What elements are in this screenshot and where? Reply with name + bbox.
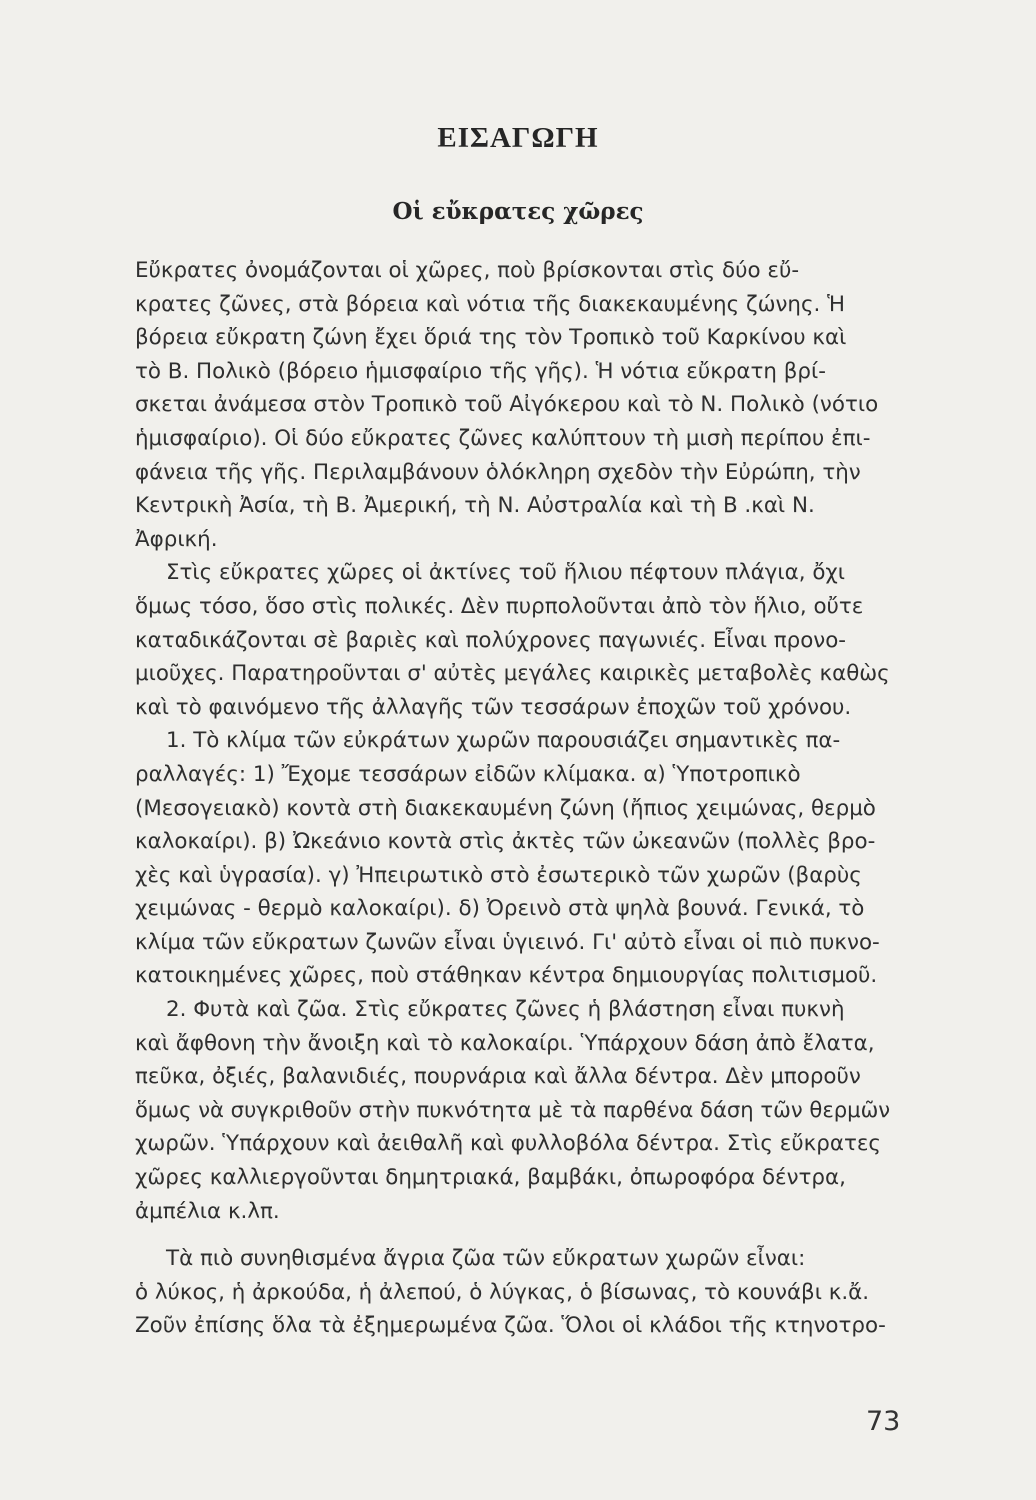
chapter-heading: ΕΙΣΑΓΩΓΗ xyxy=(437,122,599,154)
text-line: καλοκαίρι). β) Ὠκεάνιο κοντὰ στὶς ἀκτὲς τῶν ὠκεανῶν (πολλὲς βρο- xyxy=(135,829,876,855)
text-line: καταδικάζονται σὲ βαριὲς καὶ πολύχρονες παγωνιές. Εἶναι προνο- xyxy=(135,627,847,653)
text-line: ἡμισφαίριο). Οἱ δύο εὔκρατες ζῶνες καλύπτουν τὴ μισὴ περίπου ἐπι- xyxy=(135,425,871,451)
text-line: κρατες ζῶνες, στὰ βόρεια καὶ νότια τῆς διακεκαυμένης ζώνης. Ἡ xyxy=(135,291,846,317)
text-line: χῶρες καλλιεργοῦνται δημητριακά, βαμβάκι, ὀπωροφόρα δέντρα, xyxy=(135,1165,846,1191)
text-line: ὅμως νὰ συγκριθοῦν στὴν πυκνότητα μὲ τὰ παρθένα δάση τῶν θερμῶν xyxy=(135,1097,891,1123)
text-line: μιοῦχες. Παρατηροῦνται σ' αὐτὲς μεγάλες καιρικὲς μεταβολὲς καθὼς xyxy=(135,661,890,687)
body-text xyxy=(135,254,890,1343)
text-line: ἀμπέλια κ.λπ. xyxy=(135,1198,280,1224)
text-line: χειμώνας - θερμὸ καλοκαίρι). δ) Ὀρεινὸ στὰ ψηλὰ βουνά. Γενικά, τὸ xyxy=(135,896,865,922)
text-line: ὅμως τόσο, ὅσο στὶς πολικές. Δὲν πυρπολοῦνται ἀπὸ τὸν ἥλιο, οὔτε xyxy=(135,593,864,619)
text-line: Ἀφρική. xyxy=(135,526,218,552)
text-line: καὶ ἄφθονη τὴν ἄνοιξη καὶ τὸ καλοκαίρι. Ὑπάρχουν δάση ἀπὸ ἔλατα, xyxy=(135,1030,875,1056)
page-number: 73 xyxy=(866,1406,901,1437)
text-line: κατοικημένες χῶρες, ποὺ στάθηκαν κέντρα δημιουργίας πολιτισμοῦ. xyxy=(135,963,878,989)
text-line: Στὶς εὔκρατες χῶρες οἱ ἀκτίνες τοῦ ἥλιου πέφτουν πλάγια, ὄχι xyxy=(166,560,845,586)
text-line: βόρεια εὔκρατη ζώνη ἔχει ὅριά της τὸν Τροπικὸ τοῦ Καρκίνου καὶ xyxy=(135,325,847,351)
text-line: 1. Τὸ κλίμα τῶν εὐκράτων χωρῶν παρουσιάζει σημαντικὲς πα- xyxy=(166,728,841,754)
text-line: σκεται ἀνάμεσα στὸν Τροπικὸ τοῦ Αἰγόκερου καὶ τὸ Ν. Πολικὸ (νότιο xyxy=(135,392,879,418)
text-line: καὶ τὸ φαινόμενο τῆς ἀλλαγῆς τῶν τεσσάρων ἐποχῶν τοῦ χρόνου. xyxy=(135,694,852,720)
text-line: Τὰ πιὸ συνηθισμένα ἄγρια ζῶα τῶν εὔκρατων χωρῶν εἶναι: xyxy=(166,1246,806,1272)
text-line: πεῦκα, ὀξιές, βαλανιδιές, πουρνάρια καὶ ἄλλα δέντρα. Δὲν μποροῦν xyxy=(135,1064,861,1090)
text-line: χωρῶν. Ὑπάρχουν καὶ ἀειθαλῆ καὶ φυλλοβόλα δέντρα. Στὶς εὔκρατες xyxy=(135,1131,881,1157)
text-line: 2. Φυτὰ καὶ ζῶα. Στὶς εὔκρατες ζῶνες ἡ βλάστηση εἶναι πυκνὴ xyxy=(166,997,845,1023)
text-line: ὁ λύκος, ἡ ἀρκούδα, ἡ ἀλεπού, ὁ λύγκας, ὁ βίσωνας, τὸ κουνάβι κ.ἄ. xyxy=(135,1279,870,1305)
section-subheading: Οἱ εὔκρατες χῶρες xyxy=(392,198,644,225)
text-line: χὲς καὶ ὑγρασία). γ) Ἠπειρωτικὸ στὸ ἐσωτερικὸ τῶν χωρῶν (βαρὺς xyxy=(135,862,862,888)
text-line: φάνεια τῆς γῆς. Περιλαμβάνουν ὁλόκληρη σχεδὸν τὴν Εὐρώπη, τὴν xyxy=(135,459,861,485)
text-line: ραλλαγές: 1) Ἔχομε τεσσάρων εἰδῶν κλίμακα. α) Ὑποτροπικὸ xyxy=(135,761,801,787)
text-line: Εὔκρατες ὀνομάζονται οἱ χῶρες, ποὺ βρίσκονται στὶς δύο εὔ- xyxy=(135,258,800,283)
text-line: τὸ Β. Πολικὸ (βόρειο ἡμισφαίριο τῆς γῆς). Ἡ νότια εὔκρατη βρί- xyxy=(135,358,826,384)
text-line: Ζοῦν ἐπίσης ὅλα τὰ ἐξημερωμένα ζῶα. Ὅλοι οἱ κλάδοι τῆς κτηνοτρο- xyxy=(135,1313,886,1339)
text-line: Κεντρικὴ Ἀσία, τὴ Β. Ἀμερική, τὴ Ν. Αὐστραλία καὶ τὴ Β .καὶ Ν. xyxy=(135,493,815,519)
text-line: (Μεσογειακὸ) κοντὰ στὴ διακεκαυμένη ζώνη (ἤπιος χειμώνας, θερμὸ xyxy=(135,795,876,821)
text-line: κλίμα τῶν εὔκρατων ζωνῶν εἶναι ὑγιεινό. Γι' αὐτὸ εἶναι οἱ πιὸ πυκνο- xyxy=(135,929,880,955)
